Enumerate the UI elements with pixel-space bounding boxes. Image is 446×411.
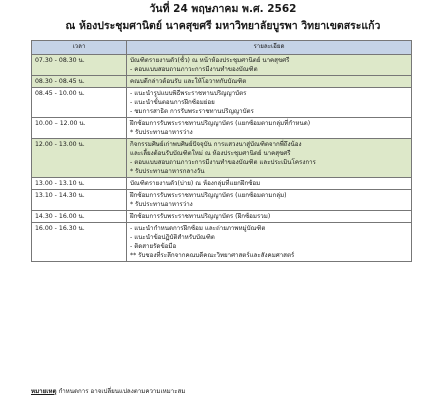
detail-column-header: รายละเอียด [127, 41, 412, 55]
table-row [32, 139, 412, 178]
detail-cell [127, 76, 412, 88]
detail-line: - แนะนำข้อปฏิบัติสำหรับบัณฑิต [130, 234, 215, 241]
detail-line: ฝึกซ้อมการรับพระราชทานปริญญาบัตร (แยกซ้อมตามกลุ่ม) [130, 192, 287, 199]
table-row [32, 76, 412, 88]
detail-cell [127, 118, 412, 139]
footnote-label: หมายเหตุ [31, 388, 57, 395]
detail-line: บัณฑิตรายงานตัว(บ่าย) ณ ห้องกลุ่มที่แยกฝึกซ้อม [130, 180, 261, 187]
time-cell: 16.00 - 16.30 น. [32, 223, 127, 262]
table-row [32, 223, 412, 262]
detail-line: - ตอบแบบสอบถามภาวะการมีงานทำของบัณฑิต และประเมินโครงการ [130, 159, 316, 166]
time-cell: 08.30 - 08.45 น. [32, 76, 127, 88]
table-row [32, 118, 412, 139]
detail-line: * รับประทานอาหารว่าง [130, 201, 193, 208]
schedule-venue-title: ณ ห้องประชุมศานิตย์ นาคสุขศรี มหาวิทยาลัยบูรพา วิทยาเขตสระแก้ว [65, 20, 381, 32]
table-row [32, 178, 412, 190]
time-cell: 13.00 - 13.10 น. [32, 178, 127, 190]
table-row [32, 190, 412, 211]
detail-line: ฝึกซ้อมการรับพระราชทานปริญญาบัตร (แยกซ้อมตามกลุ่มที่กำหนด) [130, 120, 311, 127]
detail-cell [127, 190, 412, 211]
table-row [32, 55, 412, 76]
schedule-date-title: วันที่ 24 พฤษภาคม พ.ศ. 2562 [149, 3, 297, 15]
time-cell: 12.00 - 13.00 น. [32, 139, 127, 178]
detail-line: ฝึกซ้อมการรับพระราชทานปริญญาบัตร (ฝึกซ้อมรวม) [130, 213, 271, 220]
table-header-row [32, 41, 412, 55]
detail-line: - แนะนำขั้นตอนการฝึกซ้อมย่อย [130, 99, 215, 106]
schedule-body [32, 55, 412, 262]
detail-cell [127, 223, 412, 262]
detail-line: คณบดีกล่าวต้อนรับ และให้โอวาทกับบัณฑิต [130, 78, 247, 85]
detail-line: - แนะนำกำหนดการฝึกซ้อม และถ่ายภาพหมู่บัณฑิต [130, 225, 266, 232]
time-cell: 14.30 - 16.00 น. [32, 211, 127, 223]
footnote-text: กำหนดการ อาจเปลี่ยนแปลงตามความเหมาะสม [56, 388, 186, 395]
time-cell: 13.10 - 14.30 น. [32, 190, 127, 211]
time-cell: 08.45 - 10.00 น. [32, 88, 127, 118]
schedule-table [31, 40, 412, 262]
detail-cell [127, 139, 412, 178]
detail-line: - ติดสายรัดข้อมือ [130, 243, 177, 250]
detail-cell [127, 211, 412, 223]
detail-line: * รับประทานอาหารกลางวัน [130, 168, 205, 175]
table-row [32, 88, 412, 118]
detail-line: - คอบแบบสอบถามภาวะการมีงานทำของบัณฑิต [130, 66, 258, 73]
detail-cell [127, 178, 412, 190]
table-row [32, 211, 412, 223]
footnote [31, 386, 185, 396]
detail-line: ** รับชองที่ระลึกจากคณบดีคณะวิทยาศาสตร์และสังคมศาสตร์ [130, 252, 295, 259]
detail-line: - ชมการสาธิต การรับพระราชทานปริญญาบัตร [130, 108, 254, 115]
time-cell: 07.30 - 08.30 น. [32, 55, 127, 76]
detail-cell [127, 88, 412, 118]
detail-line: - แนะนำรูปแบบพิธีพระราชทานปริญญาบัตร [130, 90, 247, 97]
detail-line: กิจกรรมศิษย์เก่าพบศิษย์ปัจจุบัน การแสวงนาสู่บัณฑิตจากพี่ถึงน้อง [130, 141, 302, 148]
detail-cell [127, 55, 412, 76]
time-column-header: เวลา [32, 41, 127, 55]
time-cell: 10.00 – 12.00 น. [32, 118, 127, 139]
detail-line: บัณฑิตรายงานตัว(ชั้ว) ณ หน้าห้องประชุมศานิตย์ นาคสุขศรี [130, 57, 290, 64]
detail-line: และเลี้ยงต้อนรับบัณฑิตใหม่ ณ ห้องประชุมศานิตย์ นาคสุขศรี [130, 150, 291, 157]
detail-line: * รับประทานอาหารว่าง [130, 129, 193, 136]
